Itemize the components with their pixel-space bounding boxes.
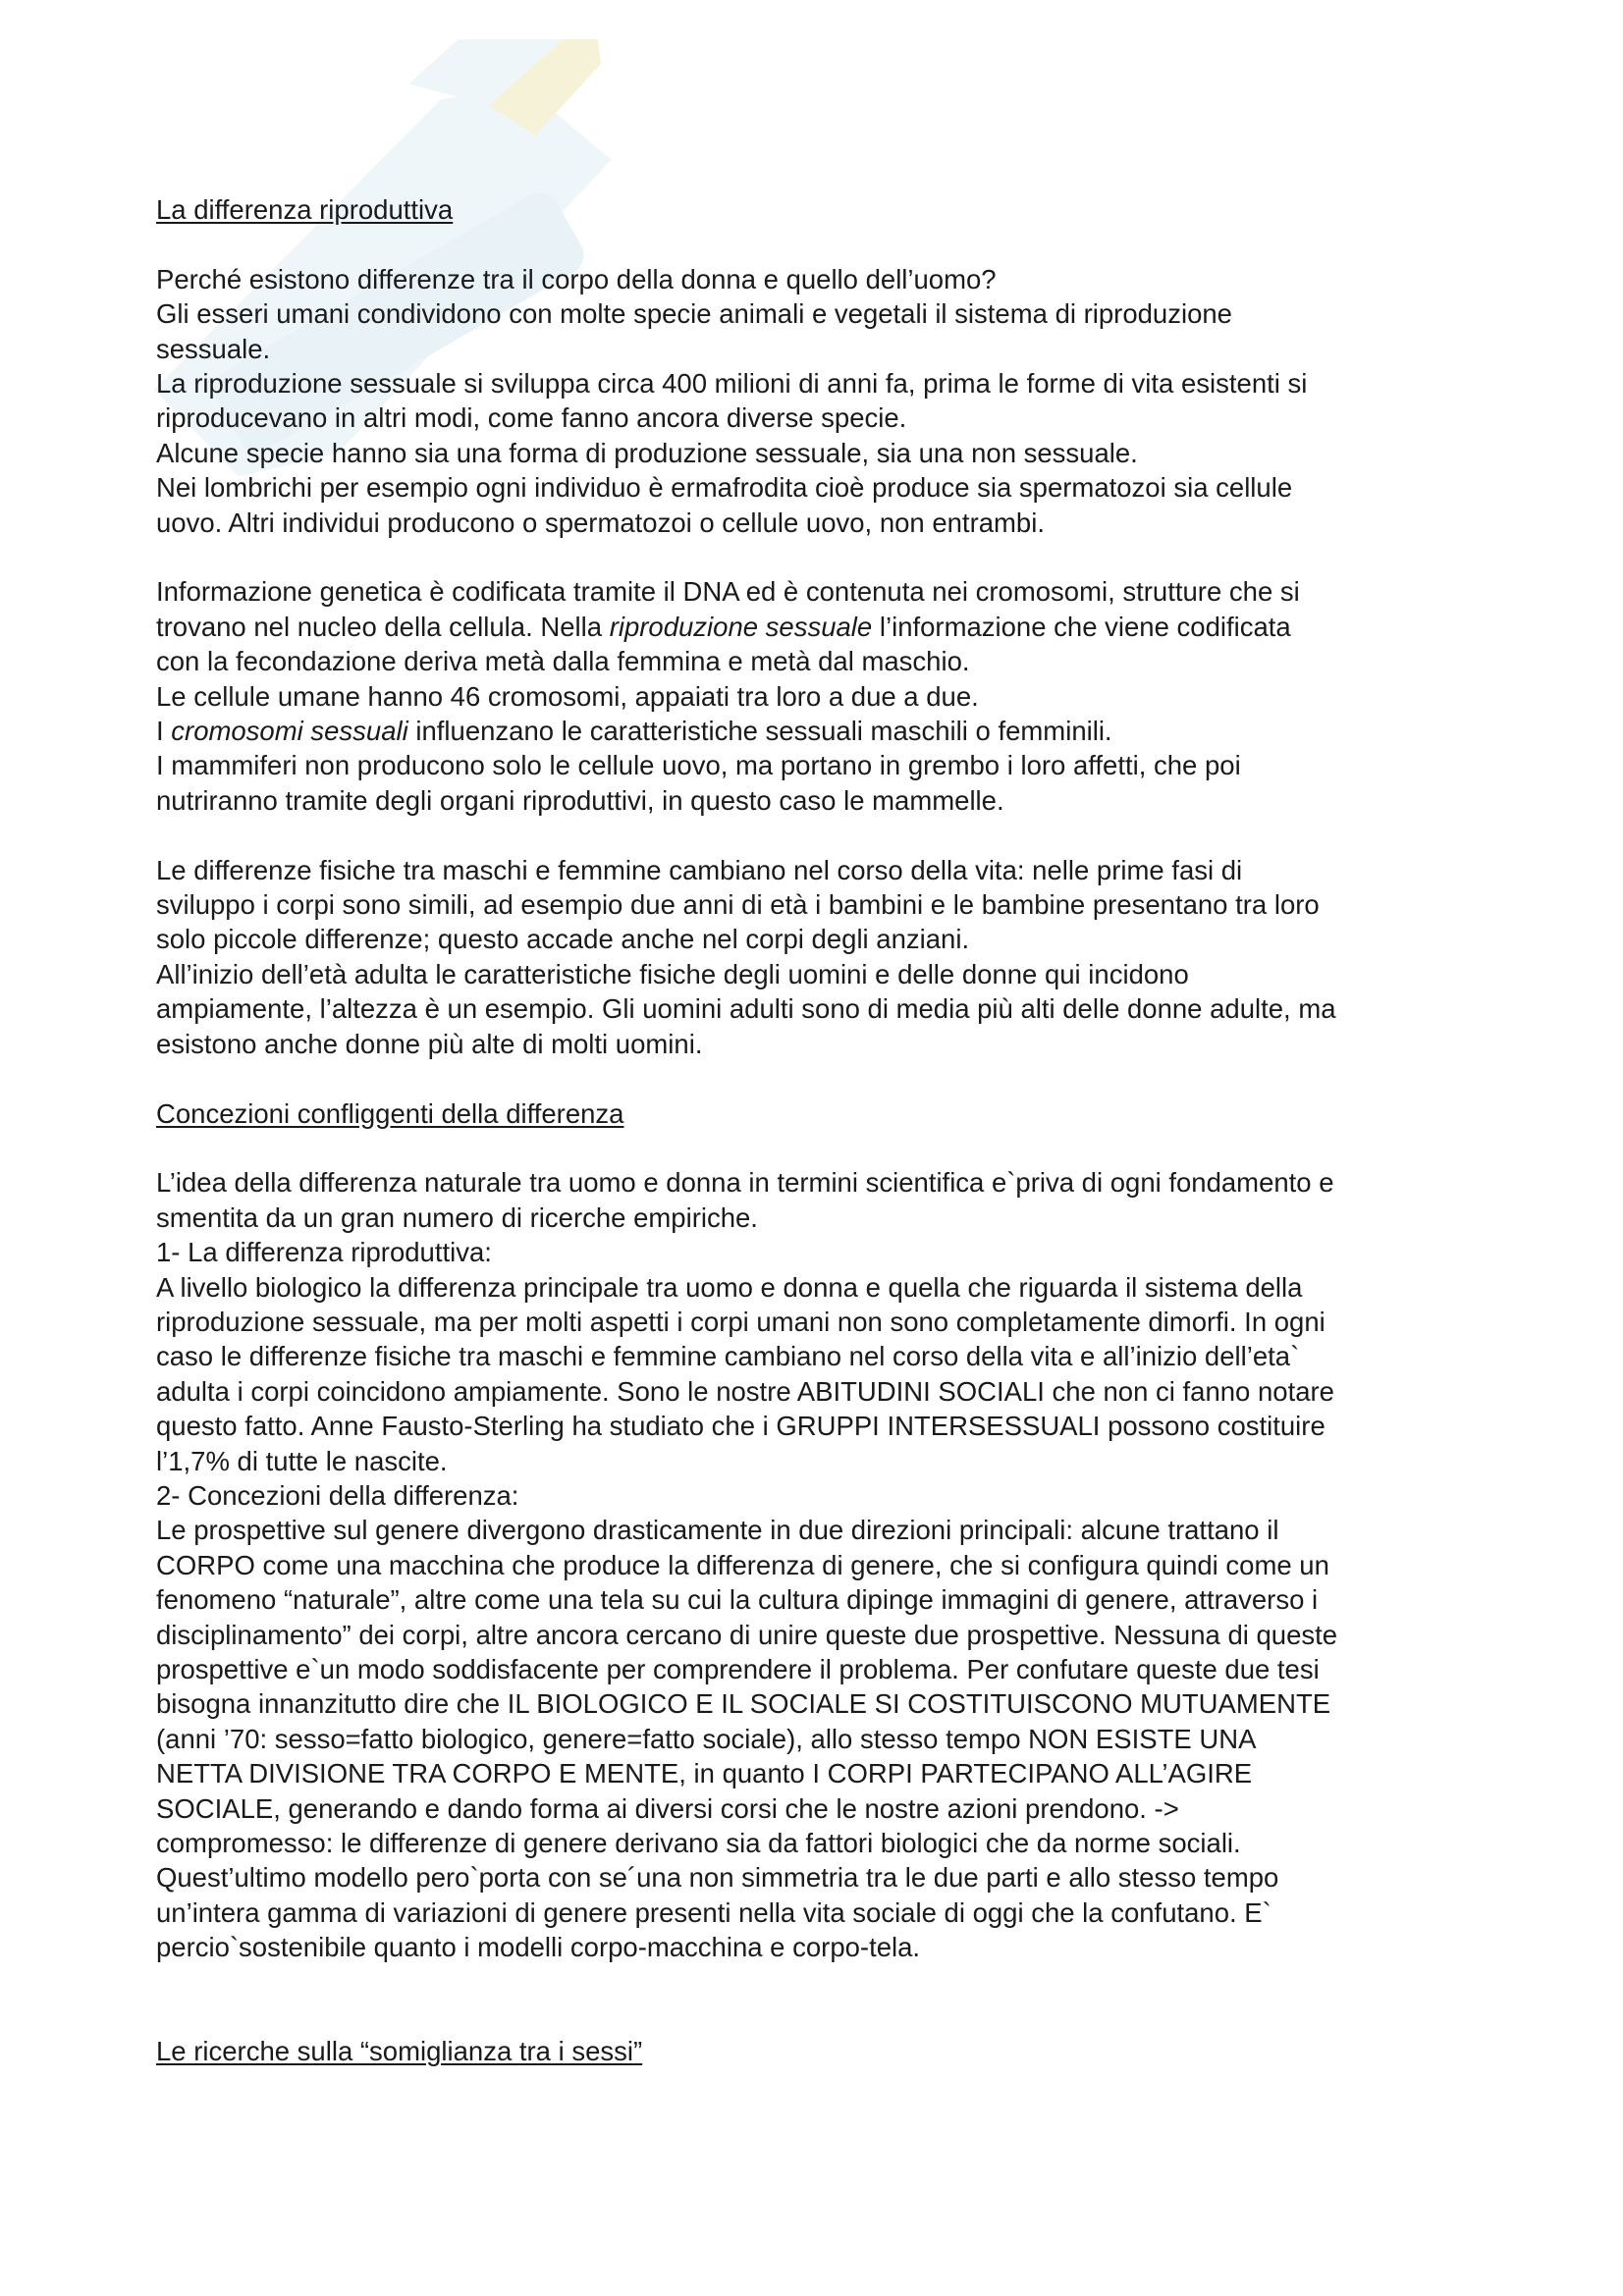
text-line: Quest’ultimo modello pero`porta con se´una non simmetria tra le due parti e allo stesso tempo [156,1862,1279,1894]
text-line: All’inizio dell’età adulta le caratteristiche fisiche degli uomini e delle donne qui incidono [156,958,1189,989]
text-line: NETTA DIVISIONE TRA CORPO E MENTE, in quanto I CORPI PARTECIPANO ALL’AGIRE [156,1758,1253,1789]
text-line: caso le differenze fisiche tra maschi e femmine cambiano nel corso della vita e all’inizio dell’eta` [156,1341,1300,1372]
text-line: sessuale. [156,333,271,364]
text-line: adulta i corpi coincidono ampiamente. Sono le nostre ABITUDINI SOCIALI che non ci fanno notare [156,1375,1334,1407]
text-line: un’intera gamma di variazioni di genere presenti nella vita sociale di oggi che la confutano. E` [156,1896,1271,1928]
text-line: fenomeno “naturale”, altre come una tela su cui la cultura dipinge immagini di genere, attraverso i [156,1584,1319,1616]
text-line: (anni ’70: sesso=fatto biologico, genere=fatto sociale), allo stesso tempo NON ESISTE UNA [156,1723,1257,1754]
section-title-ricerche: Le ricerche sulla “somiglianza tra i sessi” [156,2036,643,2067]
text-line: esistono anche donne più alte di molti uomini. [156,1028,703,1059]
text-line: con la fecondazione deriva metà dalla femmina e metà dal maschio. [156,646,970,677]
section-title-concezioni: Concezioni confliggenti della differenza [156,1097,624,1129]
section-title-riproduttiva: La differenza riproduttiva [156,194,454,225]
text-line: Le prospettive sul genere divergono drasticamente in due direzioni principali: alcune trattano il [156,1515,1279,1546]
text-line: smentita da un gran numero di ricerche empiriche. [156,1201,758,1233]
text-segment: l’informazione che viene codificata [872,611,1291,642]
text-line: l’1,7% di tutte le nascite. [156,1445,448,1476]
text-line: Le cellule umane hanno 46 cromosomi, appaiati tra loro a due a due. [156,680,979,712]
text-segment: trovano nel nucleo della cellula. Nella [156,611,610,642]
text-line: prospettive e`un modo soddisfacente per comprendere il problema. Per confutare queste due tesi [156,1653,1320,1684]
text-line: Informazione genetica è codificata tramite il DNA ed è contenuta nei cromosomi, strutture che si [156,576,1300,608]
text-line [156,714,1491,748]
text-line: 1- La differenza riproduttiva: [156,1237,492,1268]
text-line: La riproduzione sessuale si sviluppa circa 400 milioni di anni fa, prima le forme di vita esistenti si [156,368,1308,400]
italic-term: cromosomi sessuali [171,716,408,747]
text-line: uovo. Altri individui producono o spermatozoi o cellule uovo, non entrambi. [156,507,1045,538]
text-line: L’idea della differenza naturale tra uomo e donna in termini scientifica e`priva di ogni fondamento e [156,1167,1334,1199]
text-line: nutriranno tramite degli organi riproduttivi, in questo caso le mammelle. [156,784,1004,816]
text-line: compromesso: le differenze di genere derivano sia da fattori biologici che da norme sociali. [156,1828,1241,1859]
text-line: solo piccole differenze; questo accade anche nel corpi degli anziani. [156,924,970,955]
text-line: Nei lombrichi per esempio ogni individuo è ermafrodita cioè produce sia spermatozoi sia cellule [156,472,1293,504]
text-line: A livello biologico la differenza principale tra uomo e donna e quella che riguarda il sistema della [156,1271,1303,1303]
text-line: riproduzione sessuale, ma per molti aspetti i corpi umani non sono completamente dimorfi. In ogni [156,1306,1325,1337]
text-line: Le differenze fisiche tra maschi e femmine cambiano nel corso della vita: nelle prime fasi di [156,854,1243,885]
text-line: 2- Concezioni della differenza: [156,1479,519,1511]
text-line: ampiamente, l’altezza è un esempio. Gli uomini adulti sono di media più alti delle donne adulte, ma [156,993,1336,1025]
text-line: Alcune specie hanno sia una forma di produzione sessuale, sia una non sessuale. [156,437,1138,468]
text-line: I mammiferi non producono solo le cellule uovo, ma portano in grembo i loro affetti, che poi [156,750,1241,781]
text-line: CORPO come una macchina che produce la differenza di genere, che si configura quindi come un [156,1549,1329,1580]
text-line: sviluppo i corpi sono simili, ad esempio due anni di età i bambini e le bambine presentano tra loro [156,889,1320,921]
text-line: disciplinamento” dei corpi, altre ancora cercano di unire queste due prospettive. Nessuna di queste [156,1619,1338,1650]
text-line: SOCIALE, generando e dando forma ai diversi corsi che le nostre azioni prendono. -> [156,1792,1179,1824]
document-body [156,192,1491,2069]
text-segment: influenzano le caratteristiche sessuali maschili o femminili. [407,716,1112,747]
text-line: questo fatto. Anne Fausto-Sterling ha studiato che i GRUPPI INTERSESSUALI possono costituire [156,1411,1325,1442]
text-line: bisogna innanzitutto dire che IL BIOLOGICO E IL SOCIALE SI COSTITUISCONO MUTUAMENTE [156,1688,1331,1720]
text-line: Perché esistono differenze tra il corpo della donna e quello dell’uomo? [156,263,997,294]
text-line: Gli esseri umani condividono con molte specie animali e vegetali il sistema di riproduzione [156,298,1232,330]
italic-term: riproduzione sessuale [609,611,873,642]
text-segment: I [156,716,172,747]
text-line: riproducevano in altri modi, come fanno ancora diverse specie. [156,402,907,434]
text-line: percio`sostenibile quanto i modelli corpo-macchina e corpo-tela. [156,1932,921,1963]
text-line [156,610,1491,644]
